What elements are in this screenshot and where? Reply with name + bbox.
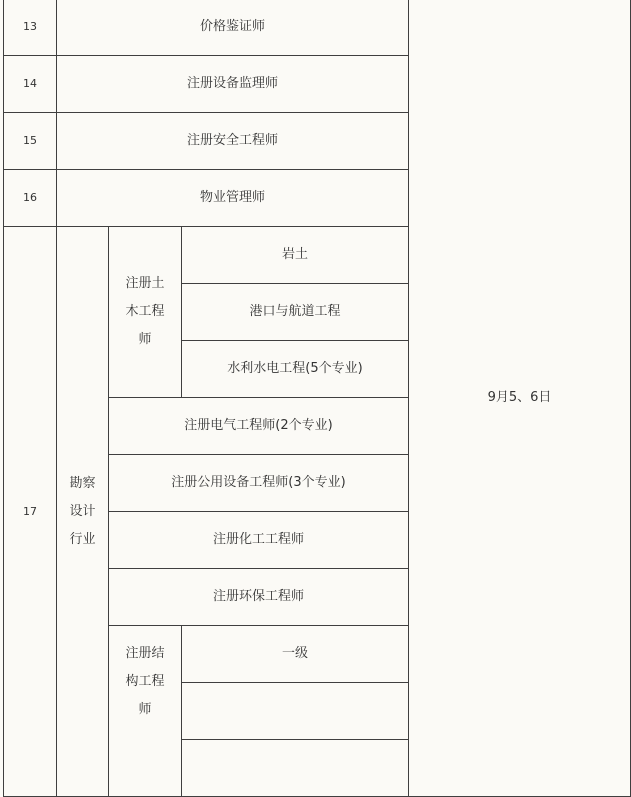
specialty-name: 一级 xyxy=(182,626,409,683)
exam-name: 物业管理师 xyxy=(57,170,409,227)
category-label: 勘察设计行业 xyxy=(69,475,96,547)
exam-name: 注册设备监理师 xyxy=(57,56,409,113)
table-row xyxy=(4,0,631,56)
specialty-name: 水利水电工程(5个专业) xyxy=(182,341,409,398)
exam-table xyxy=(3,0,631,797)
exam-name: 价格鉴证师 xyxy=(57,0,409,56)
exam-name: 注册化工工程师 xyxy=(109,512,409,569)
specialty-name: 岩土 xyxy=(182,227,409,284)
row-number: 15 xyxy=(4,113,57,170)
specialty-name: 港口与航道工程 xyxy=(182,284,409,341)
structural-engineer-label: 注册结构工程师 xyxy=(125,646,165,717)
specialty-name xyxy=(182,740,409,797)
structural-engineer-cell xyxy=(109,626,182,797)
exam-name: 注册环保工程师 xyxy=(109,569,409,626)
civil-engineer-cell xyxy=(109,227,182,398)
row-number: 14 xyxy=(4,56,57,113)
exam-name: 注册电气工程师(2个专业) xyxy=(109,398,409,455)
row-number: 17 xyxy=(4,227,57,797)
civil-engineer-label: 注册土木工程师 xyxy=(125,276,165,347)
specialty-name xyxy=(182,683,409,740)
exam-name: 注册公用设备工程师(3个专业) xyxy=(109,455,409,512)
row-number: 13 xyxy=(4,0,57,56)
row-number: 16 xyxy=(4,170,57,227)
exam-name: 注册安全工程师 xyxy=(57,113,409,170)
exam-date: 9月5、6日 xyxy=(409,0,631,797)
category-cell xyxy=(57,227,109,797)
